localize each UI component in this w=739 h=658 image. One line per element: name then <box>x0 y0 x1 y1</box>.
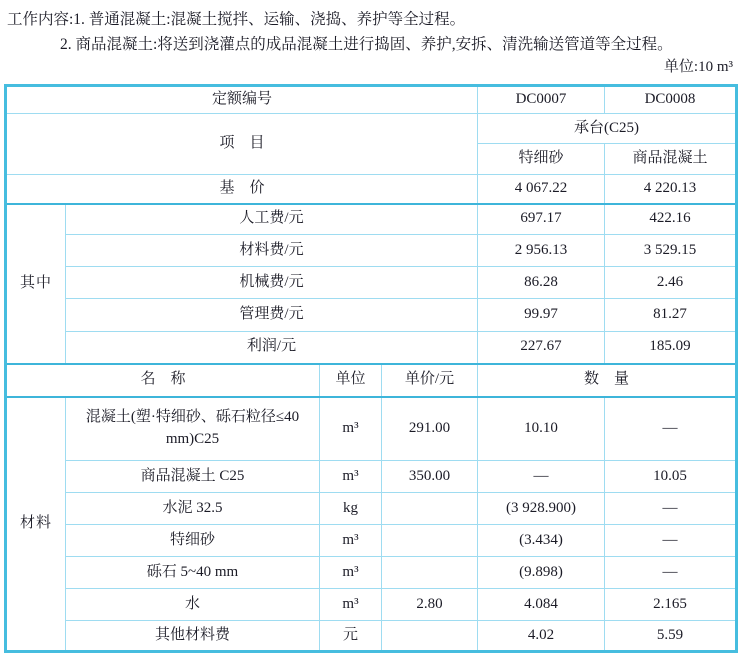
among-row-profit <box>6 332 737 364</box>
among-row-management <box>6 299 737 332</box>
quota-label-cell: 定额编号 <box>6 86 478 114</box>
material-concrete-unit: m³ <box>320 397 382 461</box>
among-profit-label: 利润/元 <box>66 332 478 364</box>
material-water-q1: 4.084 <box>478 589 605 621</box>
material-cement-name: 水泥 32.5 <box>66 493 320 525</box>
material-fine-sand-name: 特细砂 <box>66 525 320 557</box>
material-water-name: 水 <box>66 589 320 621</box>
among-material-v2: 3 529.15 <box>605 235 737 267</box>
material-fine-sand-q2: — <box>605 525 737 557</box>
quota-code-1: DC0007 <box>478 86 605 114</box>
material-concrete-name: 混凝土(塑·特细砂、砾石粒径≤40 mm)C25 <box>66 397 320 461</box>
project-group-row <box>6 114 737 144</box>
material-header-qty: 数 量 <box>478 364 737 397</box>
material-other-unit: 元 <box>320 621 382 652</box>
among-label-cell: 其中 <box>6 204 66 364</box>
material-header-row <box>6 364 737 397</box>
material-row-water <box>6 589 737 621</box>
material-fine-sand-unit: m³ <box>320 525 382 557</box>
material-fine-sand-price <box>382 525 478 557</box>
project-label-cell: 项 目 <box>6 114 478 175</box>
material-gravel-unit: m³ <box>320 557 382 589</box>
among-management-label: 管理费/元 <box>66 299 478 332</box>
base-price-2: 4 220.13 <box>605 175 737 204</box>
material-other-q2: 5.59 <box>605 621 737 652</box>
material-header-unit: 单位 <box>320 364 382 397</box>
unit-note: 单位:10 m³ <box>663 59 733 75</box>
material-concrete-price: 291.00 <box>382 397 478 461</box>
material-fine-sand-q1: (3.434) <box>478 525 605 557</box>
material-commercial-unit: m³ <box>320 461 382 493</box>
base-price-label-cell: 基 价 <box>6 175 478 204</box>
material-commercial-name: 商品混凝土 C25 <box>66 461 320 493</box>
material-row-commercial-concrete <box>6 461 737 493</box>
project-group-cell: 承台(C25) <box>478 114 737 144</box>
among-labor-v2: 422.16 <box>605 204 737 235</box>
material-cement-q2: — <box>605 493 737 525</box>
among-material-v1: 2 956.13 <box>478 235 605 267</box>
among-machine-v2: 2.46 <box>605 267 737 299</box>
work-content-line2: 2. 商品混凝土:将送到浇灌点的成品混凝土进行捣固、养护,安拆、清洗输送管道等全过程。 <box>60 36 673 53</box>
among-machine-v1: 86.28 <box>478 267 605 299</box>
material-other-q1: 4.02 <box>478 621 605 652</box>
material-other-price <box>382 621 478 652</box>
material-row-cement <box>6 493 737 525</box>
material-gravel-q2: — <box>605 557 737 589</box>
quota-code-2: DC0008 <box>605 86 737 114</box>
project-col-1: 特细砂 <box>478 144 605 175</box>
project-col-2: 商品混凝土 <box>605 144 737 175</box>
among-profit-v1: 227.67 <box>478 332 605 364</box>
among-profit-v2: 185.09 <box>605 332 737 364</box>
base-price-1: 4 067.22 <box>478 175 605 204</box>
among-row-material <box>6 235 737 267</box>
material-commercial-price: 350.00 <box>382 461 478 493</box>
material-concrete-q2: — <box>605 397 737 461</box>
material-row-concrete <box>6 397 737 461</box>
material-gravel-name: 砾石 5~40 mm <box>66 557 320 589</box>
material-other-name: 其他材料费 <box>66 621 320 652</box>
material-concrete-q1: 10.10 <box>478 397 605 461</box>
material-water-price: 2.80 <box>382 589 478 621</box>
material-cement-q1: (3 928.900) <box>478 493 605 525</box>
among-row-machine <box>6 267 737 299</box>
material-water-unit: m³ <box>320 589 382 621</box>
material-commercial-q2: 10.05 <box>605 461 737 493</box>
material-cement-unit: kg <box>320 493 382 525</box>
material-row-other <box>6 621 737 652</box>
material-gravel-q1: (9.898) <box>478 557 605 589</box>
work-content-line1: 工作内容:1. 普通混凝土:混凝土搅拌、运输、浇捣、养护等全过程。 <box>7 11 466 28</box>
among-labor-label: 人工费/元 <box>66 204 478 235</box>
material-cement-price <box>382 493 478 525</box>
base-price-row <box>6 175 737 204</box>
material-header-price: 单价/元 <box>382 364 478 397</box>
quota-code-row <box>6 86 737 114</box>
among-machine-label: 机械费/元 <box>66 267 478 299</box>
material-row-fine-sand <box>6 525 737 557</box>
material-row-gravel <box>6 557 737 589</box>
quota-table <box>4 84 738 653</box>
among-management-v1: 99.97 <box>478 299 605 332</box>
material-commercial-q1: — <box>478 461 605 493</box>
among-management-v2: 81.27 <box>605 299 737 332</box>
material-header-name: 名 称 <box>6 364 320 397</box>
material-gravel-price <box>382 557 478 589</box>
material-label-cell: 材料 <box>6 397 66 652</box>
among-row-labor <box>6 204 737 235</box>
among-labor-v1: 697.17 <box>478 204 605 235</box>
material-water-q2: 2.165 <box>605 589 737 621</box>
among-material-label: 材料费/元 <box>66 235 478 267</box>
